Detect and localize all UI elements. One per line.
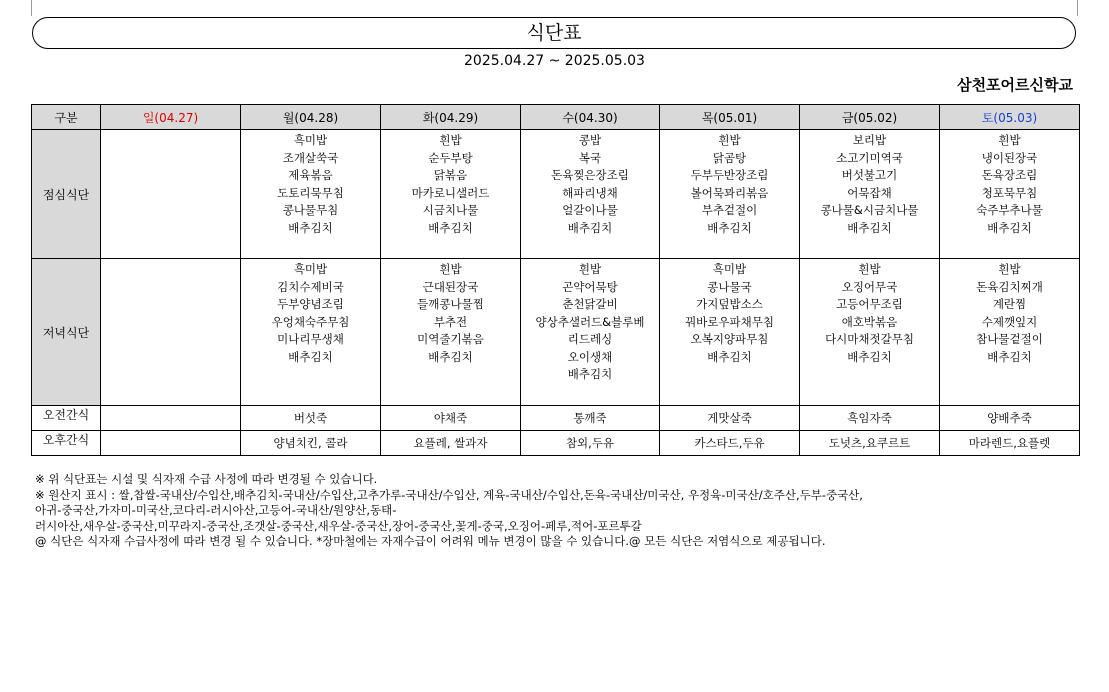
lunch-label: 점심식단 [32, 130, 101, 259]
menu-item: 돈육장조림 [981, 168, 1038, 182]
menu-item: 청포묵무침 [981, 185, 1038, 200]
menu-item: 닭볶음 [433, 168, 468, 182]
header-day-fri: 금(05.02) [800, 105, 940, 130]
menu-item: 해파리냉채 [562, 185, 618, 200]
menu-item: 흰밥 [439, 133, 462, 147]
menu-item: 보리밥 [852, 133, 887, 147]
menu-item: 배추김치 [288, 220, 333, 235]
menu-item: 리드레싱 [567, 332, 613, 346]
menu-item: 배추김치 [847, 349, 892, 364]
pm-snack-cell: 양념치킨, 콜라 [241, 431, 381, 456]
note-line: ※ 위 식단표는 시설 및 식자재 수급 사정에 따라 변경될 수 있습니다. [35, 472, 378, 486]
header-day-mon: 월(04.28) [241, 105, 381, 130]
menu-item: 도토리묵무침 [277, 185, 344, 200]
menu-item: 고등어무조림 [836, 297, 903, 311]
menu-item: 돈육김치찌개 [976, 279, 1043, 294]
menu-item: 닭곰탕 [712, 150, 747, 165]
menu-item: 부추겉절이 [701, 203, 758, 217]
menu-item: 얼갈이나물 [562, 203, 618, 217]
menu-item: 미역줄기볶음 [417, 332, 484, 346]
am-snack-cell: 야채죽 [381, 406, 521, 431]
lunch-cell [241, 130, 381, 259]
lunch-cell [660, 130, 800, 259]
menu-item: 미나리무생채 [277, 332, 344, 346]
dinner-cell [101, 259, 241, 406]
menu-item: 배추김치 [428, 349, 473, 364]
dinner-cell [521, 259, 660, 406]
lunch-cell [101, 130, 241, 259]
menu-item: 두부양념조림 [277, 297, 344, 311]
lunch-row [32, 130, 1080, 259]
menu-table [31, 104, 1080, 456]
lunch-cell [940, 130, 1080, 259]
date-range: 2025.04.27 ~ 2025.05.03 [464, 53, 645, 69]
menu-item: 콩나물무침 [282, 203, 339, 217]
pm-snack-cell: 카스타드,두유 [660, 431, 800, 456]
menu-item: 조개살쑥국 [282, 150, 339, 165]
menu-item: 오징어무국 [841, 279, 898, 294]
menu-item: 배추김치 [847, 220, 892, 235]
dinner-cell [241, 259, 381, 406]
menu-item: 마카로니샐러드 [411, 185, 490, 200]
menu-item: 흰밥 [439, 262, 462, 276]
menu-item: 계란찜 [992, 297, 1027, 311]
header-day-thu: 목(05.01) [660, 105, 800, 130]
menu-item: 돈육찢은장조림 [551, 168, 629, 182]
header-corner: 구분 [32, 105, 101, 130]
menu-item: 배추김치 [987, 349, 1032, 364]
menu-item: 흰밥 [718, 133, 741, 147]
header-day-sat: 토(05.03) [940, 105, 1080, 130]
menu-item: 배추김치 [987, 220, 1032, 235]
note-line: 러시아산,새우살-중국산,미꾸라지-중국산,조갯살-중국산,새우살-중국산,장어-중국산,꽃게-중국,오징어-페루,적어-포르투갈 [35, 518, 642, 533]
header-day-tue: 화(04.29) [381, 105, 521, 130]
pm-snack-label: 오후간식 [32, 431, 101, 456]
dinner-cell [800, 259, 940, 406]
menu-item: 흰밥 [858, 262, 881, 276]
page-title: 식단표 [32, 17, 1076, 49]
menu-item: 춘천닭갈비 [562, 297, 618, 311]
dinner-cell [381, 259, 521, 406]
menu-item: 복국 [578, 150, 602, 165]
menu-item: 흰밥 [998, 133, 1021, 147]
menu-item: 오복지양파무침 [690, 332, 769, 346]
pm-snack-cell [101, 431, 241, 456]
dinner-label: 저녁식단 [32, 259, 101, 406]
dinner-cell [940, 259, 1080, 406]
menu-item: 다시마채젓갈무침 [825, 332, 914, 346]
menu-item: 우엉채숙주무침 [271, 314, 350, 329]
menu-item: 배추김치 [567, 367, 613, 381]
menu-item: 콩나물국 [707, 279, 752, 294]
menu-item: 두부두반장조림 [690, 168, 769, 182]
menu-item: 어묵잡채 [847, 185, 892, 200]
menu-item: 들깨콩나물찜 [417, 297, 484, 311]
menu-item: 제육볶음 [288, 168, 333, 182]
lunch-cell [381, 130, 521, 259]
header-day-wed: 수(04.30) [521, 105, 660, 130]
menu-item: 콩밥 [578, 133, 602, 147]
am-snack-cell: 흑임자죽 [800, 406, 940, 431]
menu-item: 배추김치 [707, 220, 752, 235]
menu-item: 배추김치 [428, 220, 473, 235]
pm-snack-cell: 참외,두유 [521, 431, 660, 456]
note-line: 아귀-중국산,가자미-미국산,코다리-러시아산,고등어-국내산/원양산,동태- [35, 503, 397, 517]
page-corner-mark-right [1077, 0, 1078, 16]
menu-item: 흰밥 [998, 262, 1021, 276]
menu-item: 꿔바로우파채무침 [685, 314, 774, 329]
menu-item: 양상추샐러드&블루베 [535, 314, 645, 329]
menu-item: 흑미밥 [712, 262, 747, 276]
note-line: ※ 원산지 표시 : 쌀,찹쌀-국내산/수입산,배추김치-국내산/수입산,고추가루-국내산/수입산, 계육-국내산/수입산,돈육-국내산/미국산, 우정육-미국산/호주산,두부-중국산, [35, 487, 863, 502]
menu-item: 가지덮밥소스 [696, 297, 763, 311]
pm-snack-cell: 마라렌드,요플렛 [940, 431, 1080, 456]
am-snack-cell: 버섯죽 [241, 406, 381, 431]
menu-item: 시금치나물 [422, 203, 479, 217]
am-snack-cell: 게맛살죽 [660, 406, 800, 431]
school-name: 삼천포어르신학교 [957, 76, 1073, 94]
menu-item: 김치수제비국 [277, 279, 344, 294]
dinner-row [32, 259, 1080, 406]
menu-item: 배추김치 [567, 220, 613, 235]
menu-item: 소고기미역국 [836, 150, 903, 165]
menu-item: 순두부탕 [428, 150, 473, 165]
menu-item: 오이생채 [567, 349, 613, 364]
am-snack-cell [101, 406, 241, 431]
notes [35, 472, 1075, 550]
menu-item: 배추김치 [707, 349, 752, 364]
menu-item: 부추전 [433, 314, 468, 329]
am-snack-row [32, 406, 1080, 431]
menu-item: 애호박볶음 [841, 314, 898, 329]
am-snack-label: 오전간식 [32, 406, 101, 431]
header-day-sun: 일(04.27) [101, 105, 241, 130]
page-corner-mark-left [31, 0, 32, 16]
menu-item: 버섯불고기 [841, 168, 898, 182]
header-row [32, 105, 1080, 130]
menu-item: 볼어묵꽈리볶음 [690, 185, 769, 200]
menu-item: 흰밥 [578, 262, 602, 276]
menu-item: 흑미밥 [293, 262, 328, 276]
menu-item: 근대된장국 [422, 279, 479, 294]
lunch-cell [521, 130, 660, 259]
menu-item: 곤약어묵탕 [562, 279, 618, 294]
lunch-cell [800, 130, 940, 259]
pm-snack-cell: 도넛츠,요쿠르트 [800, 431, 940, 456]
menu-item: 숙주부추나물 [976, 203, 1043, 217]
menu-item: 콩나물&시금치나물 [820, 203, 919, 217]
menu-item: 흑미밥 [293, 133, 328, 147]
menu-item: 배추김치 [288, 349, 333, 364]
note-line: @ 식단은 식자재 수급사정에 따라 변경 될 수 있습니다. *장마철에는 자재수급이 어려워 메뉴 변경이 많을 수 있습니다.@ 모든 식단은 저염식으로 제공됩니다. [35, 534, 826, 548]
am-snack-cell: 통깨죽 [521, 406, 660, 431]
pm-snack-cell: 요플레, 쌀과자 [381, 431, 521, 456]
menu-item: 참나물겉절이 [976, 332, 1043, 346]
dinner-cell [660, 259, 800, 406]
am-snack-cell: 양배추죽 [940, 406, 1080, 431]
menu-item: 냉이된장국 [981, 150, 1038, 165]
pm-snack-row [32, 431, 1080, 456]
menu-item: 수제깻잎지 [981, 314, 1038, 329]
